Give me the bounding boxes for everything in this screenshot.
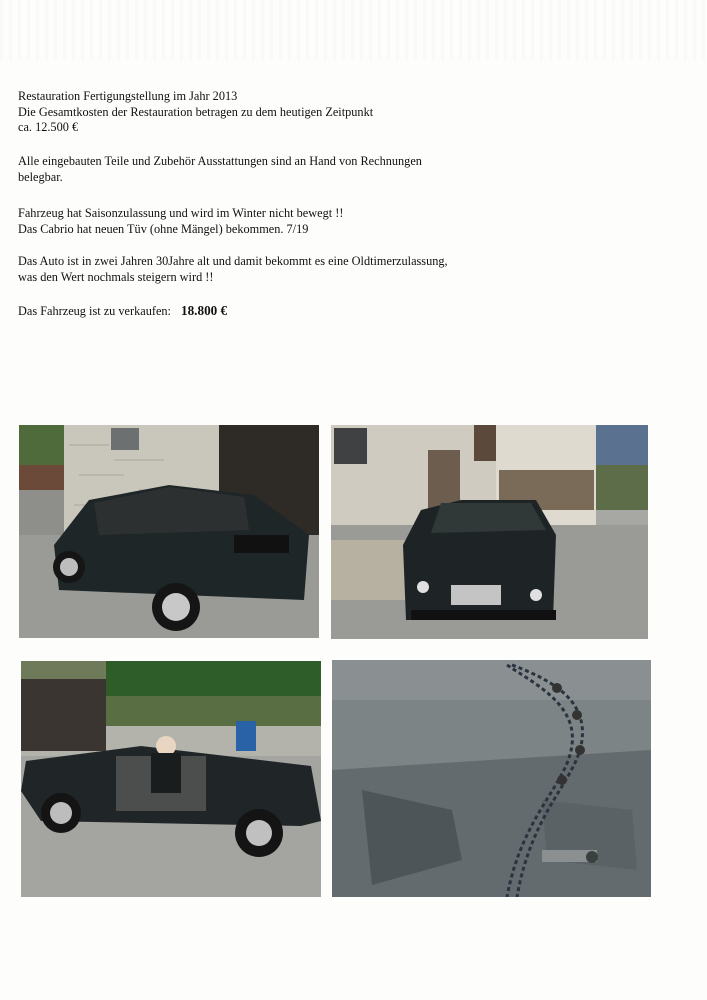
cost-amount-line: ca. 12.500 €: [18, 120, 79, 134]
restoration-paragraph: [18, 89, 658, 136]
oldtimer-line: Das Auto ist in zwei Jahren 30Jahre alt und damit bekommt es eine Oldtimerzulassung,: [18, 254, 448, 268]
floor-pan-photo: [332, 660, 651, 897]
parts-line: Alle eingebauten Teile und Zubehör Ausstattungen sind an Hand von Rechnungen: [18, 154, 422, 168]
tuv-line: Das Cabrio hat neuen Tüv (ohne Mängel) bekommen. 7/19: [18, 221, 309, 236]
price-paragraph: [18, 303, 658, 320]
car-front-photo: [331, 425, 648, 639]
scan-noise: [0, 0, 707, 60]
total-cost-line: Die Gesamtkosten der Restauration betragen zu dem heutigen Zeitpunkt: [18, 104, 374, 119]
car-side-photo: [19, 425, 319, 638]
car-open-roof-photo: [21, 661, 321, 897]
price-label: Das Fahrzeug ist zu verkaufen:: [18, 304, 171, 318]
parts-paragraph: [18, 154, 658, 185]
oldtimer-line-2: was den Wert nochmals steigern wird !!: [18, 269, 214, 284]
season-registration-line: Fahrzeug hat Saisonzulassung und wird im Winter nicht bewegt !!: [18, 206, 344, 220]
parts-line-2: belegbar.: [18, 169, 63, 184]
oldtimer-paragraph: [18, 254, 658, 285]
restoration-line: Restauration Fertigungstellung im Jahr 2013: [18, 89, 238, 103]
price-value: 18.800 €: [180, 303, 228, 318]
registration-paragraph: [18, 206, 658, 237]
